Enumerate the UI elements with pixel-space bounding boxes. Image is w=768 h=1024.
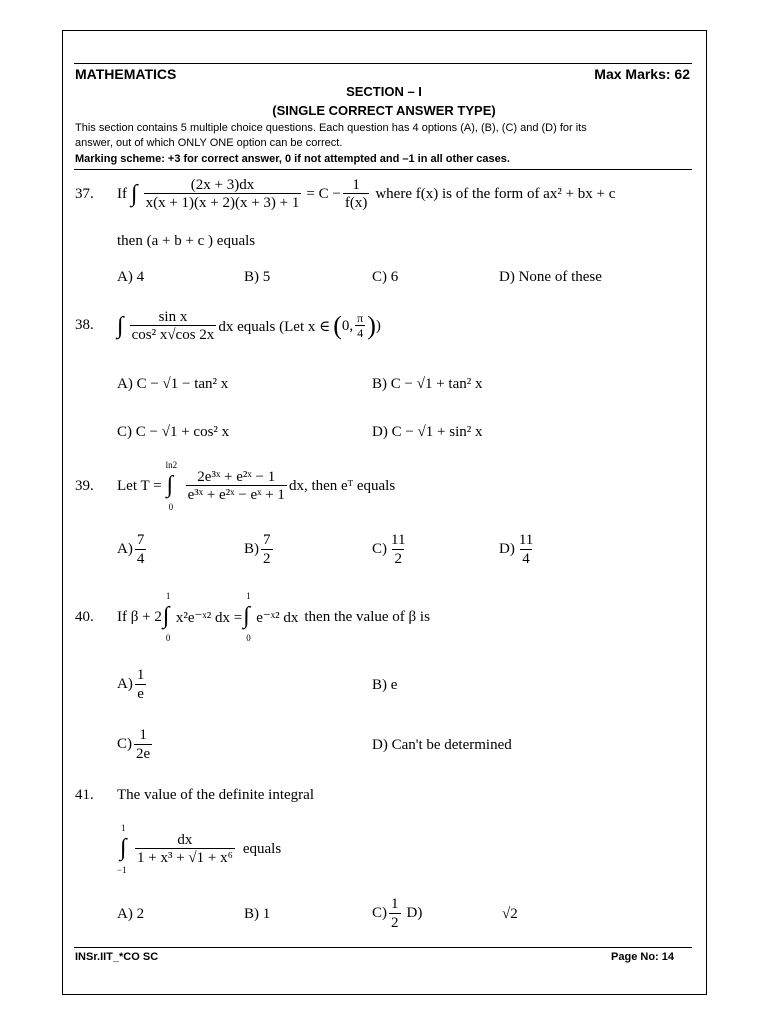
upper-limit: 1 (121, 823, 126, 833)
fraction-denominator: 4 (357, 326, 364, 340)
option-c[interactable] (372, 532, 409, 567)
integral-sign: ∫ (131, 181, 138, 207)
option-d[interactable]: D) C − √1 + sin² x (372, 424, 483, 440)
question-39-stem (117, 462, 395, 510)
integral-sign: ∫ (243, 603, 250, 629)
option-fraction (135, 532, 147, 567)
integral-sign: ∫ (120, 835, 127, 861)
question-tail: dx, then eᵀ equals (288, 477, 396, 494)
subject-title: MATHEMATICS (75, 66, 177, 82)
option-d-value[interactable]: √2 (502, 906, 518, 922)
lower-limit: 0 (246, 633, 251, 643)
integral-sign: ∫ (117, 313, 124, 339)
fraction-numerator: 2e³ˣ + e²ˣ − 1 (197, 468, 276, 485)
integrand-fraction (144, 177, 302, 212)
option-a[interactable] (117, 532, 148, 567)
option-fraction (517, 532, 535, 567)
close-paren: ) (375, 317, 381, 334)
fraction-numerator: dx (177, 831, 193, 848)
fraction-denominator: 2e (136, 745, 151, 762)
paren-close: ) (367, 311, 376, 340)
option-label: B) (244, 541, 259, 557)
option-b[interactable]: B) 1 (244, 906, 271, 922)
rhs-fraction (343, 177, 370, 212)
option-a[interactable] (117, 667, 148, 702)
option-fraction (134, 727, 152, 762)
definite-integral (117, 825, 133, 873)
fraction-denominator: e (137, 685, 144, 702)
question-tail: dx equals (Let x ∈ (218, 318, 331, 335)
integral-sign: ∫ (162, 603, 170, 629)
question-41-integral (117, 825, 281, 873)
integrand-fraction (135, 832, 235, 867)
definite-integral (162, 593, 176, 641)
interval-fraction (355, 312, 365, 340)
fraction-numerator: 11 (518, 532, 534, 548)
option-b[interactable]: B) C − √1 + tan² x (372, 376, 483, 392)
question-number: 38. (75, 317, 94, 333)
fraction-numerator: 7 (263, 532, 271, 548)
fraction-denominator: 2 (263, 550, 271, 567)
fraction-denominator: 4 (136, 550, 145, 567)
option-d[interactable]: D) None of these (499, 269, 602, 285)
question-tail: where f(x) is of the form of ax² + bx + c (375, 185, 616, 202)
question-tail: then the value of β is (304, 608, 430, 625)
question-37-stem (117, 172, 615, 216)
option-c[interactable] (372, 896, 422, 931)
fraction-denominator: 2 (394, 550, 402, 567)
marking-scheme: Marking scheme: +3 for correct answer, 0 if not attempted and –1 in all other cases. (75, 153, 510, 165)
question-40-stem (117, 593, 430, 641)
question-38-stem (117, 304, 381, 348)
integrand: e⁻ˣ² dx (256, 609, 299, 626)
fraction-denominator: cos² x√cos 2x (131, 327, 215, 343)
option-fraction (135, 667, 147, 702)
lower-limit: 0 (168, 502, 174, 512)
instructions-line-1: This section contains 5 multiple choice questions. Each question has 4 options (A), (B), (C) and (D) for its (75, 122, 587, 134)
question-line-2: then (a + b + c ) equals (117, 233, 256, 249)
option-a[interactable]: A) 4 (117, 269, 145, 285)
option-fraction (389, 896, 401, 931)
fraction-denominator: x(x + 1)(x + 2)(x + 3) + 1 (145, 195, 300, 211)
option-c[interactable]: C) C − √1 + cos² x (117, 424, 230, 440)
interval-left: 0, (341, 317, 354, 334)
footer-rule (74, 947, 692, 948)
option-a[interactable]: A) 2 (117, 906, 145, 922)
integrand-fraction (186, 469, 287, 504)
option-label: C) (372, 541, 387, 557)
question-lead: If (117, 185, 127, 202)
integral-sign: ∫ (166, 472, 174, 498)
section-title: SECTION – I (346, 84, 422, 99)
page-number: Page No: 14 (611, 951, 674, 963)
option-d[interactable]: D) Can't be determined (372, 737, 512, 753)
fraction-numerator: π (357, 310, 364, 325)
instructions-line-2: answer, out of which ONLY ONE option can be correct. (75, 137, 343, 149)
paren-open: ( (333, 311, 342, 340)
fraction-denominator: 1 + x³ + √1 + x⁶ (137, 850, 233, 866)
upper-limit: ln2 (165, 460, 178, 470)
lower-limit: 0 (165, 633, 171, 643)
question-number: 39. (75, 478, 94, 494)
fraction-numerator: sin x (158, 308, 188, 325)
option-label: C) (117, 736, 132, 752)
header-bottom-rule (74, 169, 692, 170)
option-c[interactable]: C) 6 (372, 269, 399, 285)
fraction-numerator: 7 (136, 532, 145, 548)
question-number: 37. (75, 186, 94, 202)
option-d-label[interactable]: D) (406, 905, 423, 921)
fraction-numerator: 1 (352, 176, 360, 193)
integrand: x²e⁻ˣ² dx = (175, 609, 243, 626)
fraction-numerator: 1 (391, 896, 399, 912)
section-type: (SINGLE CORRECT ANSWER TYPE) (272, 103, 496, 118)
option-fraction (389, 532, 407, 567)
upper-limit: 1 (246, 591, 251, 601)
question-number: 41. (75, 787, 94, 803)
question-tail: equals (242, 840, 282, 857)
option-d[interactable] (499, 532, 537, 567)
fraction-numerator: 1 (136, 667, 145, 683)
upper-limit: 1 (165, 591, 171, 601)
option-label: A) (117, 541, 133, 557)
integrand-fraction (130, 309, 217, 344)
definite-integral (242, 593, 256, 641)
fraction-numerator: (2x + 3)dx (190, 176, 255, 193)
max-marks: Max Marks: 62 (594, 66, 690, 82)
option-fraction (261, 532, 273, 567)
header-top-rule (74, 63, 692, 64)
lower-limit: −1 (117, 865, 127, 875)
question-lead: If β + 2 (117, 608, 162, 625)
fraction-numerator: 1 (139, 727, 147, 743)
option-b[interactable]: B) e (372, 677, 398, 693)
option-label: D) (499, 541, 515, 557)
fraction-numerator: 11 (391, 532, 406, 548)
option-c[interactable] (117, 727, 154, 762)
footer-code: INSr.IIT_*CO SC (75, 951, 159, 963)
option-a[interactable]: A) C − √1 − tan² x (117, 376, 229, 392)
question-number: 40. (75, 609, 94, 625)
fraction-denominator: 2 (391, 914, 399, 931)
option-b[interactable]: B) 5 (244, 269, 271, 285)
option-label: C) (372, 905, 387, 921)
question-lead: The value of the definite integral (117, 787, 314, 803)
definite-integral (162, 462, 184, 510)
option-label: A) (117, 676, 133, 692)
question-lead: Let T = (117, 477, 162, 494)
fraction-denominator: f(x) (344, 195, 368, 211)
option-b[interactable] (244, 532, 275, 567)
rhs-expression: = C − (306, 185, 341, 202)
fraction-denominator: e³ˣ + e²ˣ − eˣ + 1 (187, 487, 285, 503)
fraction-denominator: 4 (522, 550, 530, 567)
